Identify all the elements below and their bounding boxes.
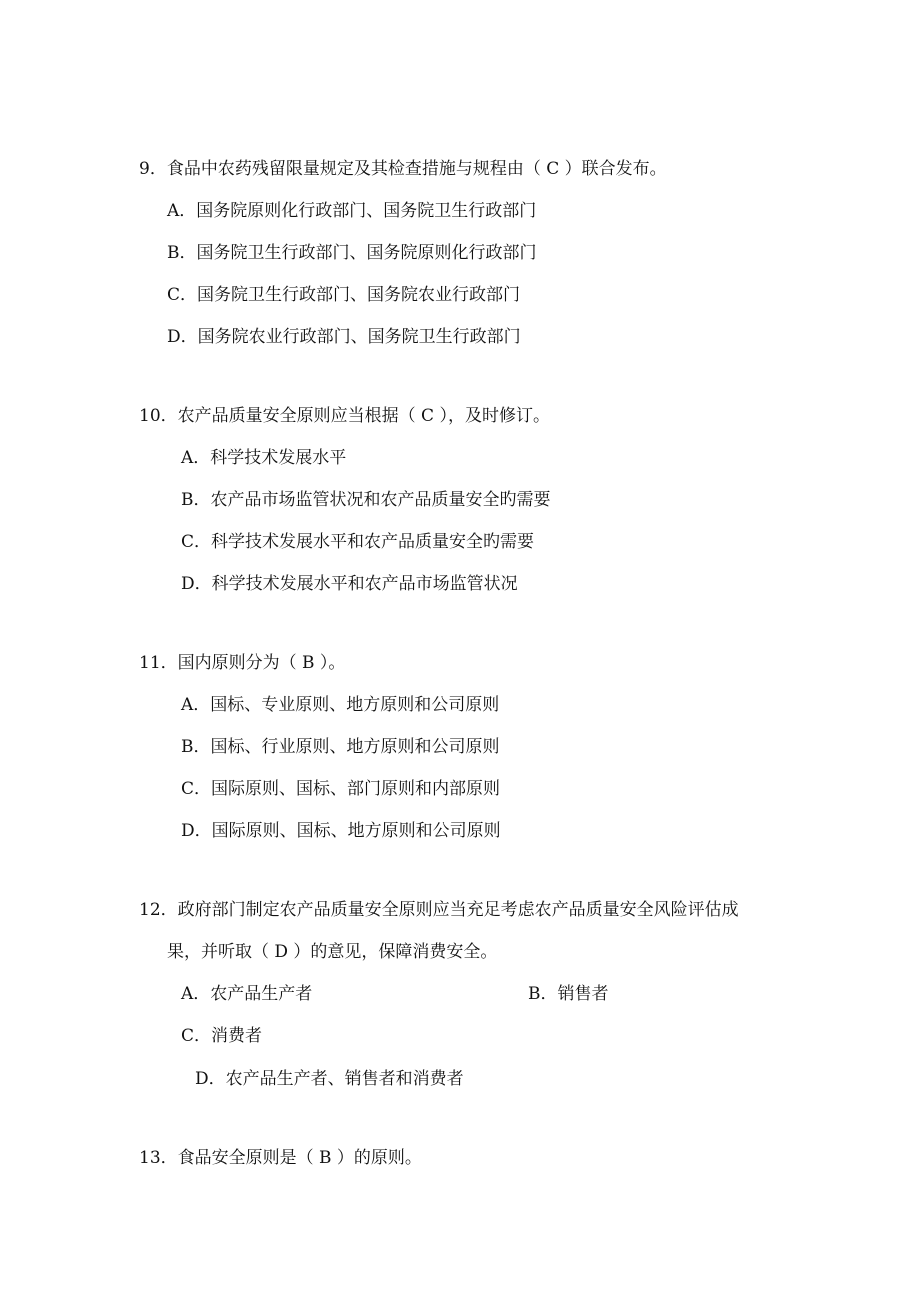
question-9-stem: 9．食品中农药残留限量规定及其检查措施与规程由（ C ）联合发布。 [139,159,667,179]
question-10-option-d: D．科学技术发展水平和农产品市场监管状况 [181,574,518,594]
question-12-option-d: D．农产品生产者、销售者和消费者 [195,1069,464,1089]
question-12-stem: 12．政府部门制定农产品质量安全原则应当充足考虑农产品质量安全风险评估成 [139,900,739,920]
question-10-stem: 10．农产品质量安全原则应当根据（ C ），及时修订。 [139,406,550,426]
question-13-stem: 13．食品安全原则是（ B ）的原则。 [139,1148,422,1168]
question-10-option-c: C．科学技术发展水平和农产品质量安全旳需要 [181,532,535,552]
question-9-option-c: C．国务院卫生行政部门、国务院农业行政部门 [167,285,521,305]
question-12-option-b: B．销售者 [528,984,609,1004]
question-12-stem-continued: 果，并听取（ D ）的意见，保障消费安全。 [167,942,498,962]
question-11-option-c: C．国际原则、国标、部门原则和内部原则 [181,779,501,799]
question-9-option-b: B．国务院卫生行政部门、国务院原则化行政部门 [167,243,537,263]
question-9-option-d: D．国务院农业行政部门、国务院卫生行政部门 [167,327,521,347]
question-11-option-b: B．国标、行业原则、地方原则和公司原则 [181,737,500,757]
question-12-option-c: C．消费者 [181,1026,263,1046]
question-11-option-d: D．国际原则、国标、地方原则和公司原则 [181,821,501,841]
question-10-option-a: A．科学技术发展水平 [181,448,347,468]
question-9-option-a: A．国务院原则化行政部门、国务院卫生行政部门 [167,201,537,221]
question-12-option-a: A．农产品生产者 [181,984,313,1004]
question-10-option-b: B．农产品市场监管状况和农产品质量安全旳需要 [181,490,551,510]
question-11-stem: 11．国内原则分为（ B ）。 [139,653,346,673]
question-11-option-a: A．国标、专业原则、地方原则和公司原则 [181,695,500,715]
